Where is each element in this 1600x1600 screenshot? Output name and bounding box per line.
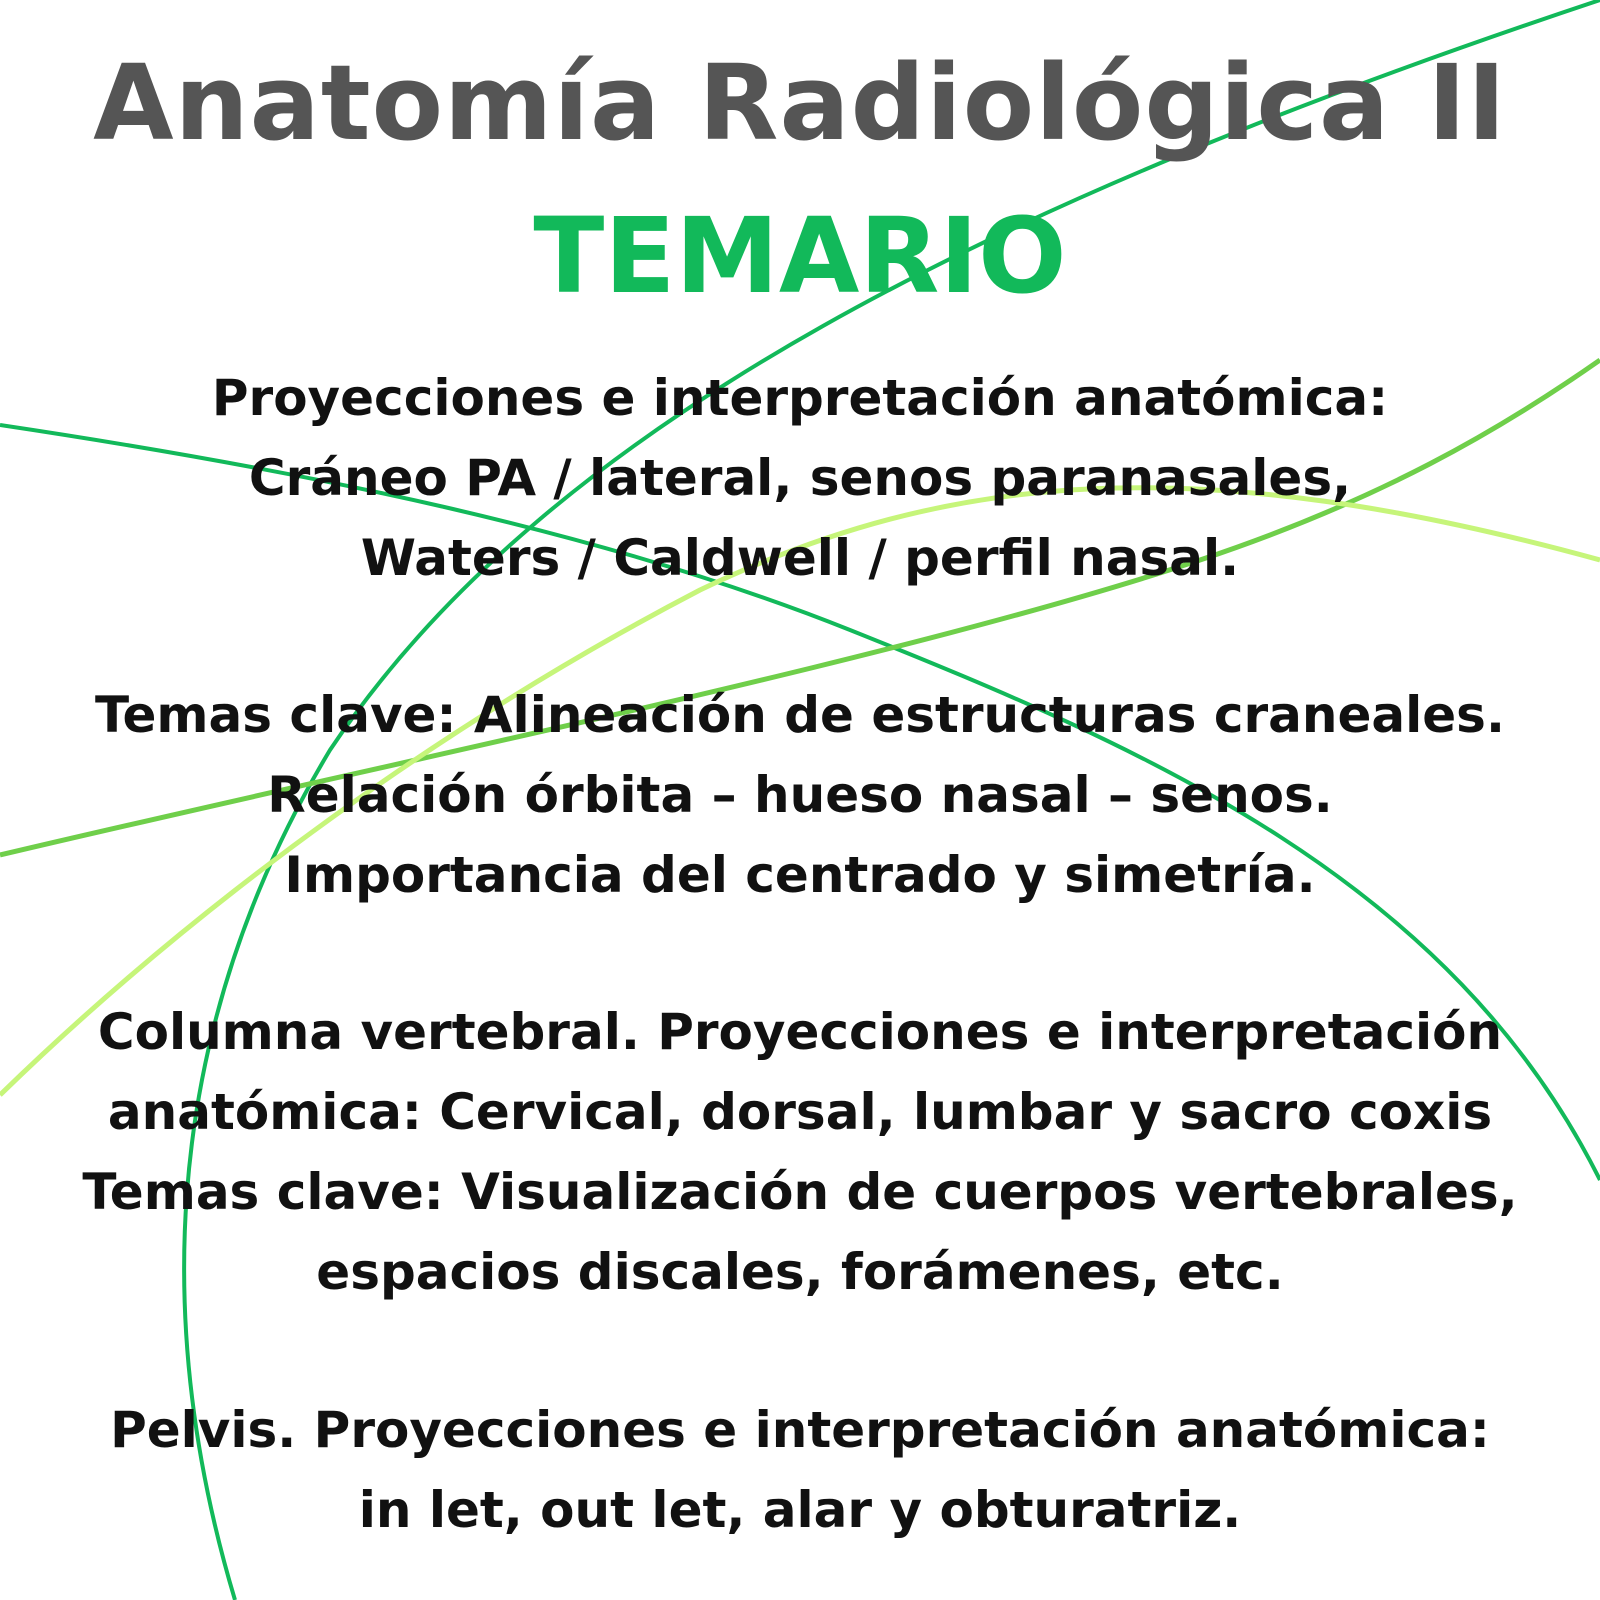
- section-line: Temas clave: Visualización de cuerpos vertebrales,: [82, 1163, 1518, 1221]
- section-line: anatómica: Cervical, dorsal, lumbar y sacro coxis: [107, 1083, 1493, 1141]
- section-craneo: [40, 358, 1560, 598]
- section-line: Temas clave: Alineación de estructuras craneales.: [95, 686, 1505, 744]
- section-line: Cráneo PA / lateral, senos paranasales,: [248, 449, 1352, 507]
- section-line: Proyecciones e interpretación anatómica:: [211, 369, 1389, 427]
- section-line: Relación órbita – hueso nasal – senos.: [267, 766, 1333, 824]
- section-line: Waters / Caldwell / perfil nasal.: [360, 529, 1240, 587]
- section-line: Importancia del centrado y simetría.: [284, 846, 1316, 904]
- section-columna-vertebral: [40, 992, 1560, 1312]
- page-title: Anatomía Radiológica II: [93, 42, 1507, 164]
- section-line: Columna vertebral. Proyecciones e interpretación: [97, 1003, 1503, 1061]
- section-line: in let, out let, alar y obturatriz.: [358, 1481, 1242, 1539]
- section-temas-clave-craneo: [40, 675, 1560, 915]
- section-pelvis: [40, 1390, 1560, 1550]
- section-line: Pelvis. Proyecciones e interpretación anatómica:: [110, 1401, 1490, 1459]
- section-line: espacios discales, forámenes, etc.: [316, 1243, 1284, 1301]
- page-subtitle: TEMARIO: [533, 195, 1067, 317]
